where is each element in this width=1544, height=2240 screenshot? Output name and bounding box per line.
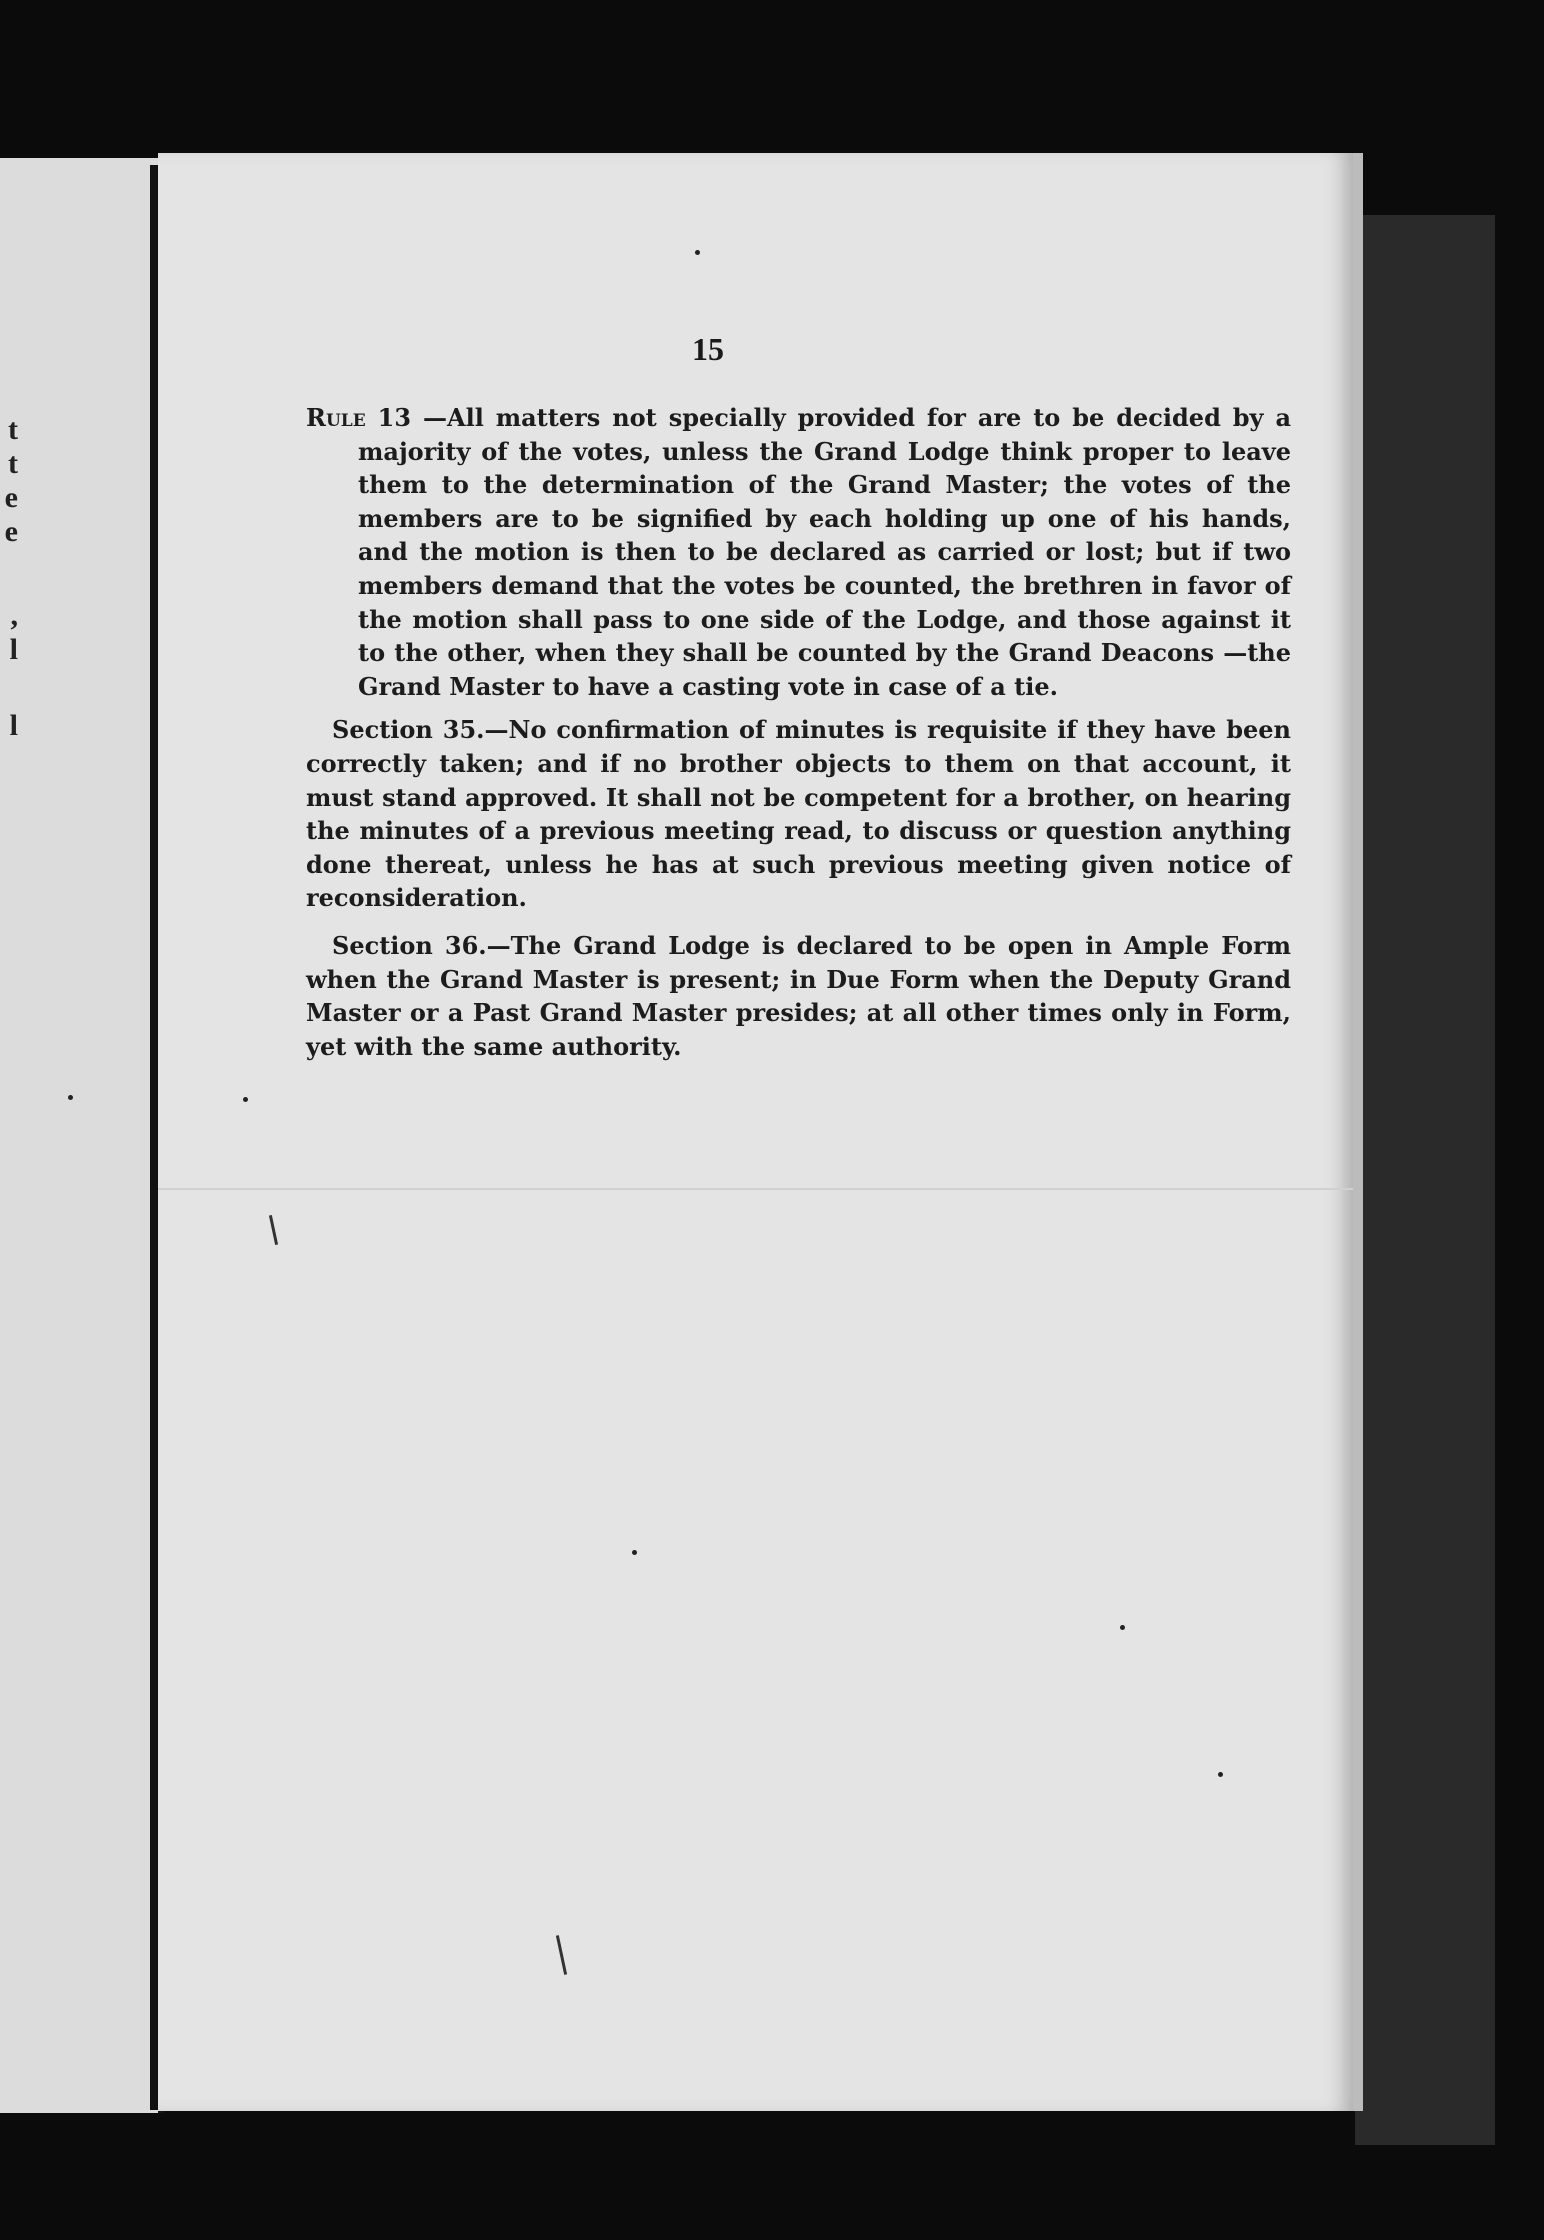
rule-13-label: Rule 13: [306, 403, 412, 432]
left-page-text-fragments: [5, 413, 18, 743]
ink-speck: [1120, 1625, 1125, 1630]
section-36-paragraph: Section 36.—The Grand Lodge is declared to be open in Ample Form when the Grand Master is present; in Due Form when the Deputy Grand Master or a Past Grand Master presides; at all other times only in Form, yet with the same authority.: [306, 930, 1291, 1061]
left-fragment: ,: [10, 599, 18, 632]
right-page: [158, 153, 1363, 2111]
background-board: [1355, 215, 1495, 2145]
left-page-edge: [0, 158, 164, 2113]
left-fragment: l: [9, 633, 18, 666]
ink-speck: [695, 250, 700, 255]
left-fragment: e: [4, 515, 18, 548]
left-fragment: l: [9, 709, 18, 742]
ink-speck: [632, 1550, 637, 1555]
ink-speck: [243, 1097, 248, 1102]
ink-speck: [68, 1095, 73, 1100]
rule-13-paragraph: [306, 401, 1291, 703]
page-body: [306, 401, 1291, 1077]
left-fragment: e: [4, 481, 18, 514]
ink-speck: [1218, 1772, 1223, 1777]
left-fragment: t: [8, 447, 18, 480]
page-number: 15: [692, 331, 724, 367]
section-35-paragraph: Section 35.—No confirmation of minutes is requisite if they have been correctly taken; and if no brother objects to them on that account, it must stand approved. It shall not be competent for a brother, on hearing the minutes of a previous meeting read, to discuss or question anything done thereat, unless he has at such previous meeting given notice of reconsideration.: [306, 715, 1291, 913]
left-fragment: t: [8, 413, 18, 446]
rule-13-text: —All matters not specially provided for are to be decided by a majority of the votes, unless the Grand Lodge think proper to leave them to the determination of the Grand Master; the votes of the members are to be signified by each holding up one of his hands, and the motion is then to be declared as carried or lost; but if two members demand that the votes be counted, the brethren in favor of the motion shall pass to one side of the Lodge, and those against it to the other, when they shall be counted by the Grand Deacons —the Grand Master to have a casting vote in case of a tie.: [358, 403, 1291, 701]
book-gutter: [150, 165, 158, 2110]
page-crease: [158, 1188, 1353, 1190]
